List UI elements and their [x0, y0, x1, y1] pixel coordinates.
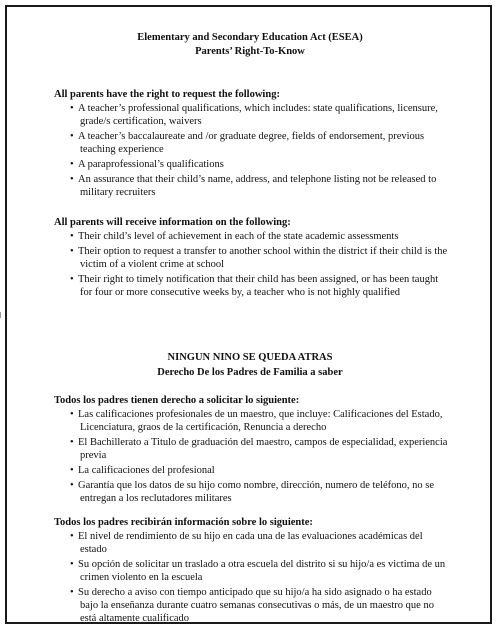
list-item: • A teacher’s professional qualifications, which includes: state qualifications, licensure, grade/s certification, waivers — [70, 103, 438, 127]
english-subtitle: Parents’ Right-To-Know — [195, 46, 305, 57]
list-item: • La calificaciones del profesional — [70, 465, 215, 476]
spanish-section1-list — [0, 408, 500, 507]
spanish-section2-list — [0, 530, 500, 627]
spanish-title: NINGUN NINO SE QUEDA ATRAS — [167, 352, 333, 363]
list-item: • El Bachillerato a Titulo de graduación del maestro, campos de especialidad, experiencia previa — [70, 437, 448, 461]
list-item: • Su opción de solicitar un traslado a otra escuela del distrito si su hijo/a es victima de un crimen violento en la escuela — [70, 559, 446, 583]
spanish-subtitle: Derecho De los Padres de Familia a saber — [157, 367, 343, 378]
list-item: • An assurance that their child’s name, address, and telephone listing not be released to military recruiters — [70, 174, 437, 198]
list-item: • El nivel de rendimiento de su hijo en cada una de las evaluaciones académicas del estado — [70, 531, 423, 555]
list-item: • Garantía que los datos de su hijo como nombre, dirección, numero de teléfono, no se entregan a los reclutadores militares — [70, 480, 435, 504]
spanish-section2-heading: Todos los padres recibirán información sobre lo siguiente: — [54, 517, 313, 528]
list-item: • Their child’s level of achievement in each of the state academic assessments — [70, 231, 399, 242]
english-title: Elementary and Secondary Education Act (ESEA) — [137, 32, 363, 43]
english-section1-list — [0, 102, 500, 201]
english-section2-list — [0, 230, 500, 301]
list-item: • Las calificaciones profesionales de un maestro, que incluye: Calificaciones del Estado, Licenciatura, graos de la certificación, Renuncia a derecho — [70, 409, 443, 433]
spanish-section1-heading: Todos los padres tienen derecho a solicitar lo siguiente: — [54, 395, 300, 406]
list-item: • Their option to request a transfer to another school within the district if their child is the victim of a violent crime at school — [70, 246, 448, 270]
list-item: • A paraprofessional’s qualifications — [70, 159, 224, 170]
list-item: • A teacher’s baccalaureate and /or graduate degree, fields of endorsement, previous teaching experience — [70, 131, 425, 155]
english-section2-heading: All parents will receive information on the following: — [54, 217, 291, 228]
english-section1-heading: All parents have the right to request the following: — [54, 89, 280, 100]
list-item: • Their right to timely notification that their child has been assigned, or has been taught for four or more consecutive weeks by, a teacher who is not highly qualified — [70, 274, 439, 298]
edge-mark — [0, 312, 2, 318]
list-item: • Su derecho a aviso con tiempo anticipado que su hijo/a ha sido asignado o ha estado bajo la enseñanza durante cuatro semanas consecutivas o más, de un maestro que no está altamente cualificado — [70, 587, 434, 624]
